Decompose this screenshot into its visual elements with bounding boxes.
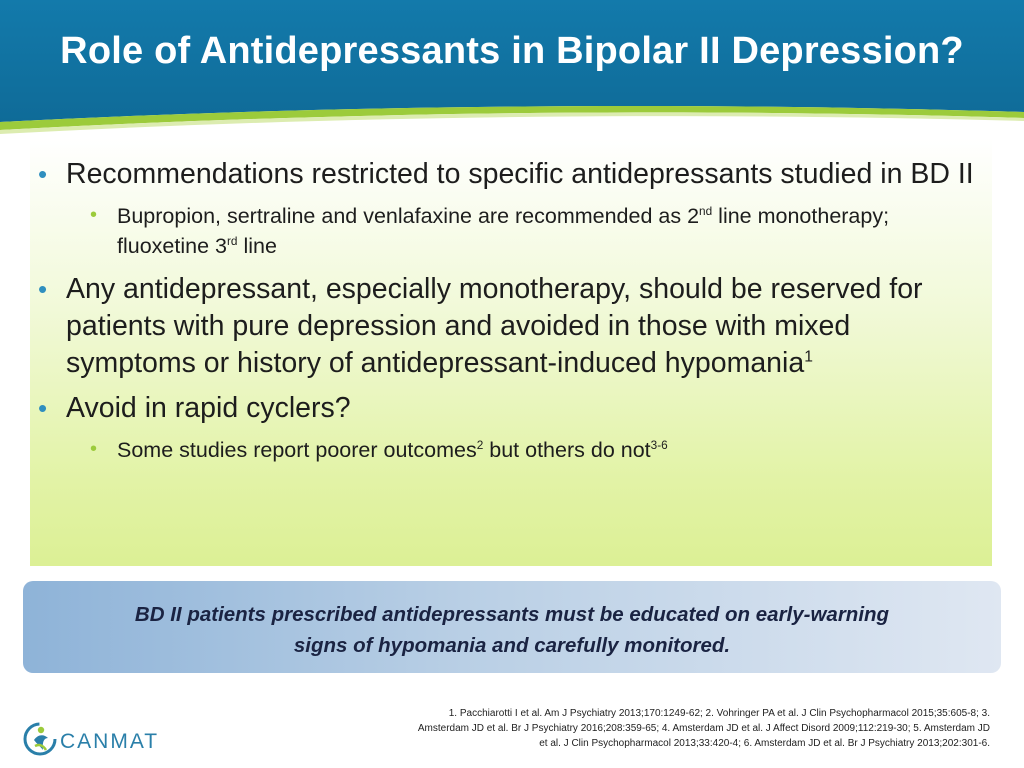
sub-bullet-text-part2: but others do not [483,438,651,462]
slide-title: Role of Antidepressants in Bipolar II Depression? [60,30,964,72]
bullet-dot-icon: • [38,274,48,304]
bullet-item [36,271,986,382]
bullet-text: Recommendations restricted to specific antidepressants studied in BD II [66,158,974,190]
bullet-text: Avoid in rapid cyclers? [66,392,351,424]
callout-text [63,599,961,661]
references [390,706,990,751]
sub-bullet-text-part2: line monotherapy; fluoxetine 3 [117,204,890,258]
sub-bullet-dot-icon: • [90,204,98,226]
bullet-item [36,156,986,193]
superscript: 3-6 [650,437,668,452]
canmat-logo-icon [22,720,62,760]
sub-bullet-item [36,201,986,261]
callout-line: BD II patients prescribed antidepressants must be educated on early-warning [134,603,890,626]
sub-bullet-dot-icon: • [90,438,98,460]
reference-line: 1. Pacchiarotti I et al. Am J Psychiatry 2013;170:1249-62; 2. Vohringer PA et al. J Clin Psychopharmacol 2015;35:605-8; 3. [448,708,990,719]
key-message-callout [23,581,1001,673]
sub-bullet-item [36,435,986,465]
bullet-dot-icon: • [38,393,48,423]
callout-line: signs of hypomania and carefully monitored. [293,634,731,657]
sub-bullet-text-part3: line [237,234,277,258]
superscript: 2 [476,437,484,452]
logo-text: CANMAT [60,730,160,753]
sub-bullet-text-part1: Some studies report poorer outcomes [117,438,477,462]
reference-line: et al. J Clin Psychopharmacol 2013;33:420-4; 6. Amsterdam JD et al. Br J Psychiatry 2013;202:301-6. [539,738,990,749]
bullet-list [36,156,986,475]
superscript: nd [699,203,713,218]
bullet-text: Any antidepressant, especially monotherapy, should be reserved for patients with pure depression and avoided in those with mixed symptoms or history of antidepressant-induced hypomania [66,273,923,379]
superscript: 1 [804,348,813,366]
bullet-dot-icon: • [38,159,48,189]
superscript: rd [226,233,238,248]
sub-bullet-text-part1: Bupropion, sertraline and venlafaxine are recommended as 2 [117,204,700,228]
slide-header [0,0,1024,135]
bullet-item [36,390,986,427]
reference-line: Amsterdam JD et al. Br J Psychiatry 2016;208:359-65; 4. Amsterdam JD et al. J Affect Disord 2009;112:219-30; 5. Amsterdam JD [417,723,990,734]
